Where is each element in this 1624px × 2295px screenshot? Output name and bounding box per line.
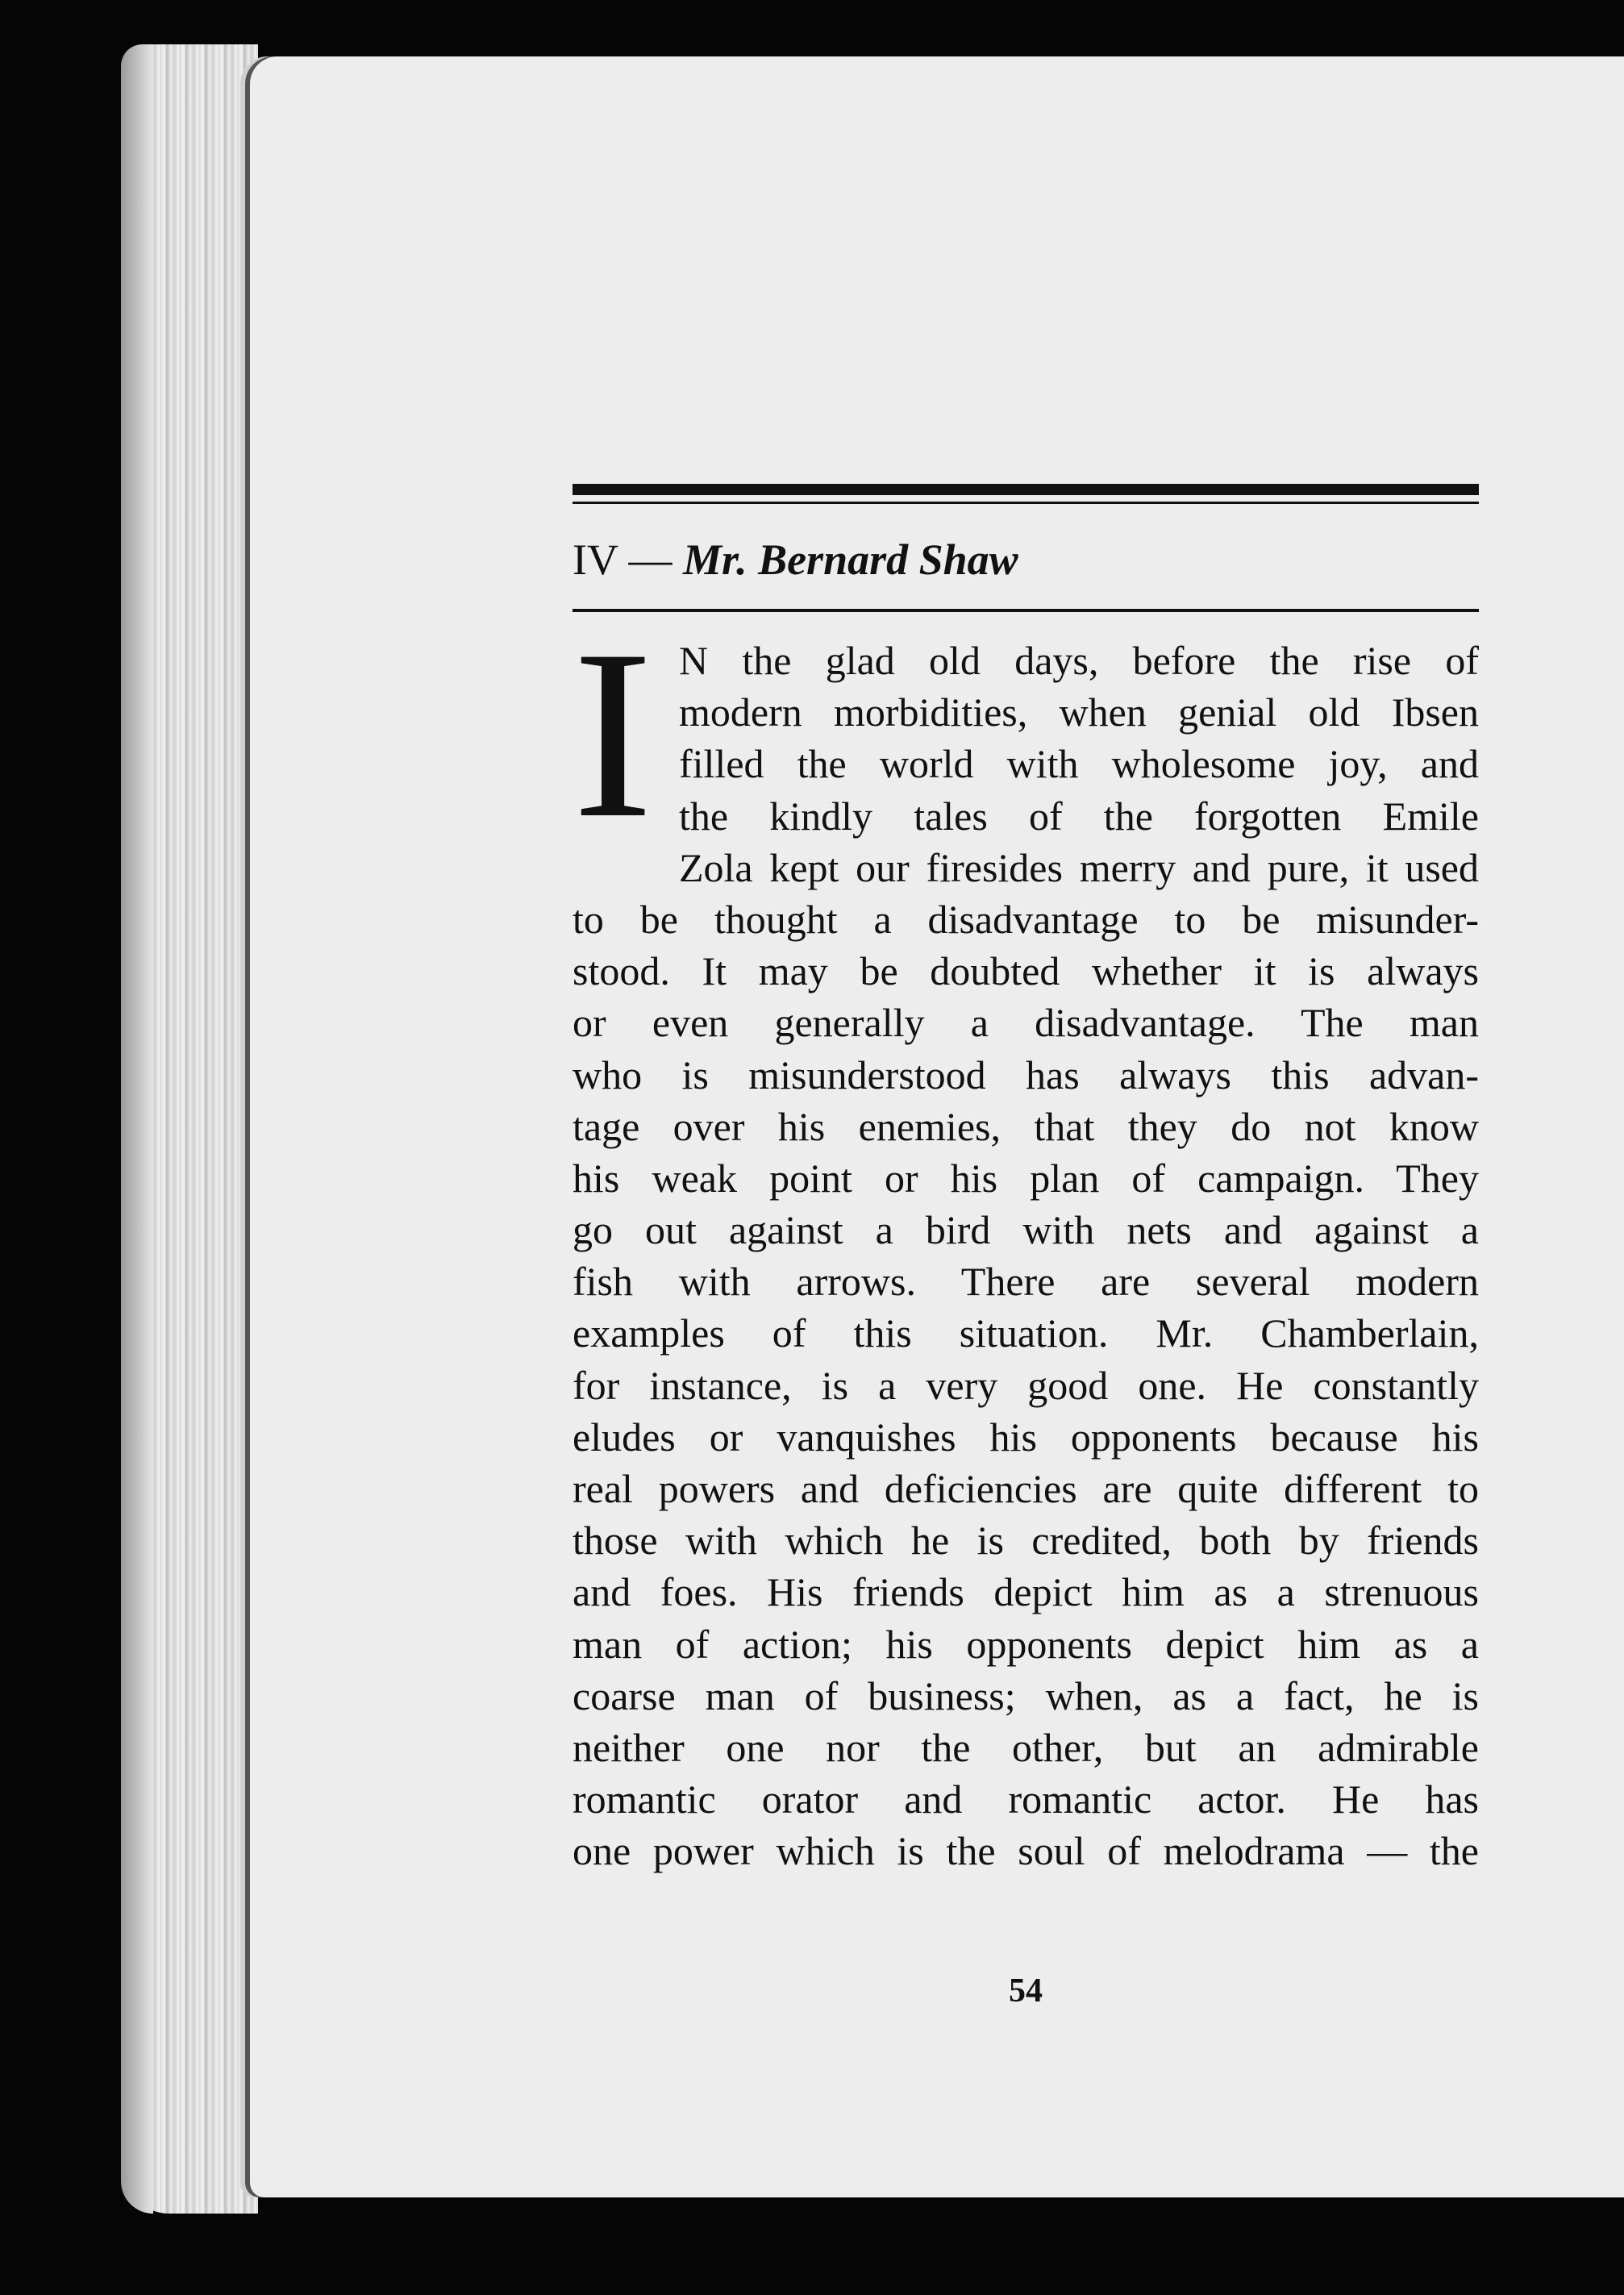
text-line: Zola kept our firesides merry and pure, it used [679, 844, 1479, 890]
text-line: who is misunderstood has always this advan- [573, 1052, 1479, 1098]
text-line: examples of this situation. Mr. Chamberlain, [573, 1310, 1479, 1356]
text-line: one power which is the soul of melodrama — the [573, 1828, 1479, 1874]
chapter-heading [573, 535, 1479, 591]
text-line: or even generally a disadvantage. The man [573, 1000, 1479, 1046]
header-rule-thin [573, 502, 1479, 504]
text-line: those with which he is credited, both by friends [573, 1518, 1479, 1564]
text-line: man of action; his opponents depict him as a [573, 1621, 1479, 1667]
drop-cap: I [573, 643, 653, 844]
page-content [573, 484, 1479, 2010]
page-number: 54 [1009, 1972, 1043, 2010]
text-line: stood. It may be doubted whether it is always [573, 948, 1479, 994]
text-line: fish with arrows. There are several modern [573, 1259, 1479, 1305]
text-line: real powers and deficiencies are quite different to [573, 1466, 1479, 1511]
text-line: filled the world with wholesome joy, and [679, 741, 1479, 787]
chapter-numeral: IV [573, 535, 618, 584]
text-line: and foes. His friends depict him as a strenuous [573, 1569, 1479, 1615]
text-line: romantic orator and romantic actor. He has [573, 1776, 1479, 1822]
text-line: for instance, is a very good one. He constantly [573, 1362, 1479, 1408]
text-line: eludes or vanquishes his opponents because his [573, 1414, 1479, 1460]
text-line: coarse man of business; when, as a fact, he is [573, 1672, 1479, 1718]
drop-cap-lines [679, 635, 1479, 842]
heading-underline [573, 609, 1479, 612]
text-line: his weak point or his plan of campaign. They [573, 1155, 1479, 1201]
chapter-dash: — [618, 535, 684, 584]
text-line: neither one nor the other, but an admirable [573, 1724, 1479, 1770]
text-line: modern morbidities, when genial old Ibsen [679, 689, 1479, 735]
body-text [573, 635, 1479, 1877]
text-line: the kindly tales of the forgotten Emile [679, 793, 1479, 839]
opening-paragraph [573, 635, 1479, 842]
text-line: go out against a bird with nets and against a [573, 1207, 1479, 1253]
header-rule-thick [573, 484, 1479, 495]
text-line: to be thought a disadvantage to be misunder- [573, 896, 1479, 942]
chapter-title: Mr. Bernard Shaw [683, 535, 1018, 584]
page-edges [121, 44, 258, 2214]
book-page [250, 56, 1624, 2197]
text-line: tage over his enemies, that they do not know [573, 1103, 1479, 1149]
text-line: N the glad old days, before the rise of [679, 638, 1479, 683]
